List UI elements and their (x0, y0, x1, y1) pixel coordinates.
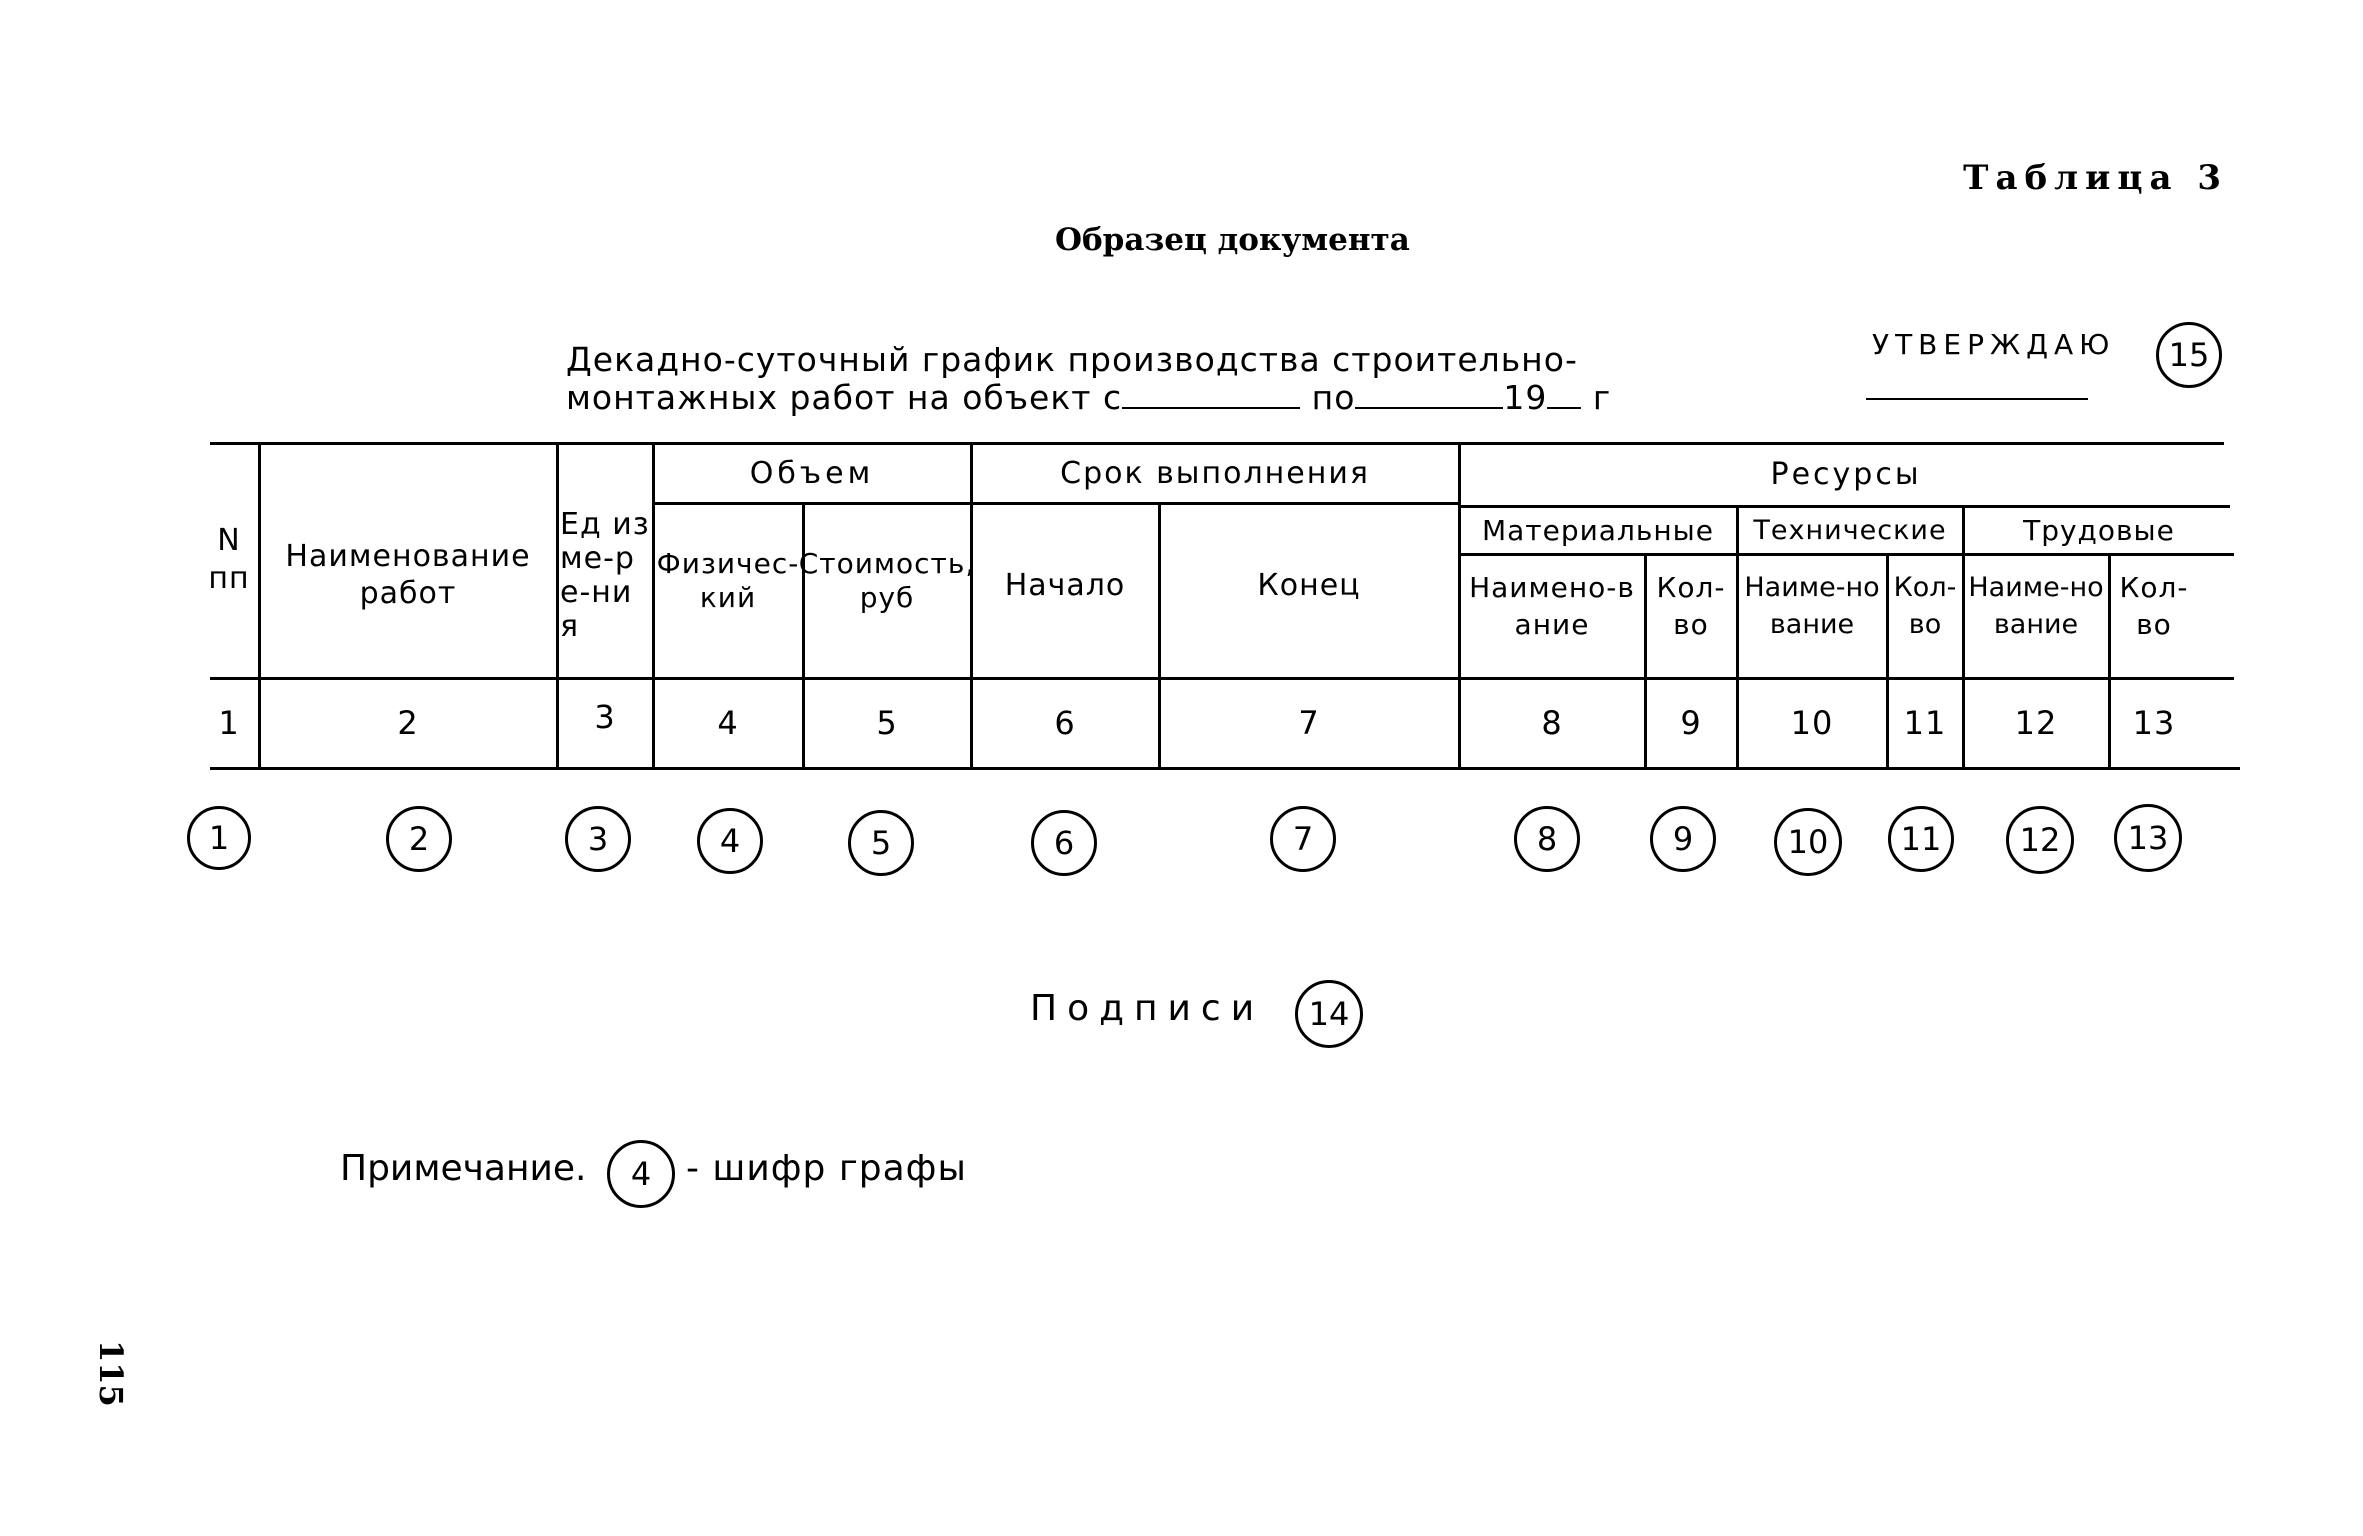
graph-title-line1: Декадно-суточный график производства строительно- (566, 340, 1578, 379)
code-circle-3 (565, 806, 631, 872)
code-circle-13 (2114, 804, 2182, 872)
code-6: 6 (1053, 824, 1075, 862)
header-group-volume: Объем (749, 455, 875, 491)
table-label: Таблица 3 (1963, 158, 2228, 198)
code-5: 5 (870, 824, 892, 862)
graph-title-line2 (566, 378, 1611, 417)
approval-signature-line (1866, 398, 2088, 400)
header-col-start: Начало (1004, 567, 1126, 603)
graph-title-year: 19 (1503, 378, 1548, 417)
col-number-1: 1 (218, 703, 240, 742)
note-label: Примечание. (340, 1148, 587, 1189)
col-number-3: 3 (594, 697, 616, 736)
col-number-9: 9 (1680, 703, 1702, 742)
col-number-7: 7 (1298, 703, 1320, 742)
code-circle-8 (1514, 806, 1580, 872)
year-blank (1547, 379, 1581, 409)
header-col-physical: Физичес-кий (656, 547, 800, 614)
note-code-circle (607, 1140, 675, 1208)
header-col-technical-name: Наиме-нование (1744, 572, 1880, 640)
note-code: 4 (630, 1155, 652, 1193)
col-number-2: 2 (397, 703, 419, 742)
date-from-blank (1122, 379, 1300, 409)
header-col-number: N пп (208, 523, 250, 596)
code-8: 8 (1536, 820, 1558, 858)
col-number-12: 12 (2014, 703, 2058, 742)
graph-title-object-from: монтажных работ на объект с (566, 378, 1123, 417)
header-sub-technical: Технические (1753, 514, 1947, 546)
code-10: 10 (1787, 823, 1829, 861)
code-13: 13 (2127, 819, 2169, 857)
col-number-4: 4 (717, 703, 739, 742)
header-sub-material: Материальные (1481, 513, 1715, 547)
header-col-work-name: Наименование работ (285, 539, 531, 611)
code-circle-2 (386, 806, 452, 872)
code-circle-9 (1650, 806, 1716, 872)
resources-sub-divider-line (1460, 553, 2234, 556)
header-sub-labor: Трудовые (2023, 513, 2175, 547)
code-3: 3 (587, 820, 609, 858)
code-circle-12 (2006, 806, 2074, 874)
code-2: 2 (408, 820, 430, 858)
code-circle-1 (187, 806, 251, 870)
code-circle-4 (697, 808, 763, 874)
header-col-end: Конец (1257, 567, 1361, 603)
header-col-labor-name: Наиме-нование (1968, 572, 2104, 640)
approval-code-circle (2156, 322, 2222, 388)
code-11: 11 (1900, 820, 1942, 858)
code-circle-11 (1888, 806, 1954, 872)
header-group-resources: Ресурсы (1770, 456, 1922, 492)
graph-title-year-suffix: г (1592, 378, 1612, 417)
col-border-8 (1644, 553, 1647, 767)
code-circle-6 (1031, 810, 1097, 876)
header-col-material-name: Наимено-вание (1469, 571, 1635, 641)
header-group-term: Срок выполнения (1060, 455, 1370, 491)
col-border-1 (258, 442, 261, 767)
col-number-5: 5 (876, 703, 898, 742)
signatures-code-circle (1295, 980, 1363, 1048)
code-circle-7 (1270, 806, 1336, 872)
header-col-technical-qty: Кол-во (1893, 572, 1957, 640)
signatures-code: 14 (1308, 995, 1350, 1033)
code-7: 7 (1292, 820, 1314, 858)
signatures-label: Подписи (1030, 988, 1265, 1029)
header-col-material-qty: Кол-во (1656, 571, 1726, 641)
header-bottom-line (210, 677, 2234, 680)
header-col-cost: Стоимость, руб (798, 547, 976, 614)
col-number-6: 6 (1054, 703, 1076, 742)
document-title: Образец документа (1055, 222, 1410, 258)
code-circle-10 (1774, 808, 1842, 876)
date-to-blank (1355, 379, 1503, 409)
approval-code: 15 (2168, 336, 2210, 374)
note-text: - шифр графы (686, 1148, 967, 1189)
code-circle-5 (848, 810, 914, 876)
approval-label: УТВЕРЖДАЮ (1872, 328, 2116, 361)
code-12: 12 (2019, 821, 2061, 859)
col-number-13: 13 (2132, 703, 2176, 742)
col-number-8: 8 (1541, 703, 1563, 742)
code-1: 1 (208, 819, 230, 857)
col-border-2 (556, 442, 559, 767)
header-col-unit: Ед изме-ре-ния (560, 507, 650, 644)
page-number: 115 (92, 1340, 130, 1407)
group-divider-line (652, 502, 1460, 505)
col-number-10: 10 (1790, 703, 1834, 742)
table-bottom-line (210, 767, 2240, 770)
header-col-labor-qty: Кол-во (2119, 571, 2189, 641)
graph-title-to: по (1311, 378, 1356, 417)
code-9: 9 (1672, 820, 1694, 858)
col-number-11: 11 (1903, 703, 1947, 742)
table-top-line (210, 442, 2224, 445)
code-4: 4 (719, 822, 741, 860)
